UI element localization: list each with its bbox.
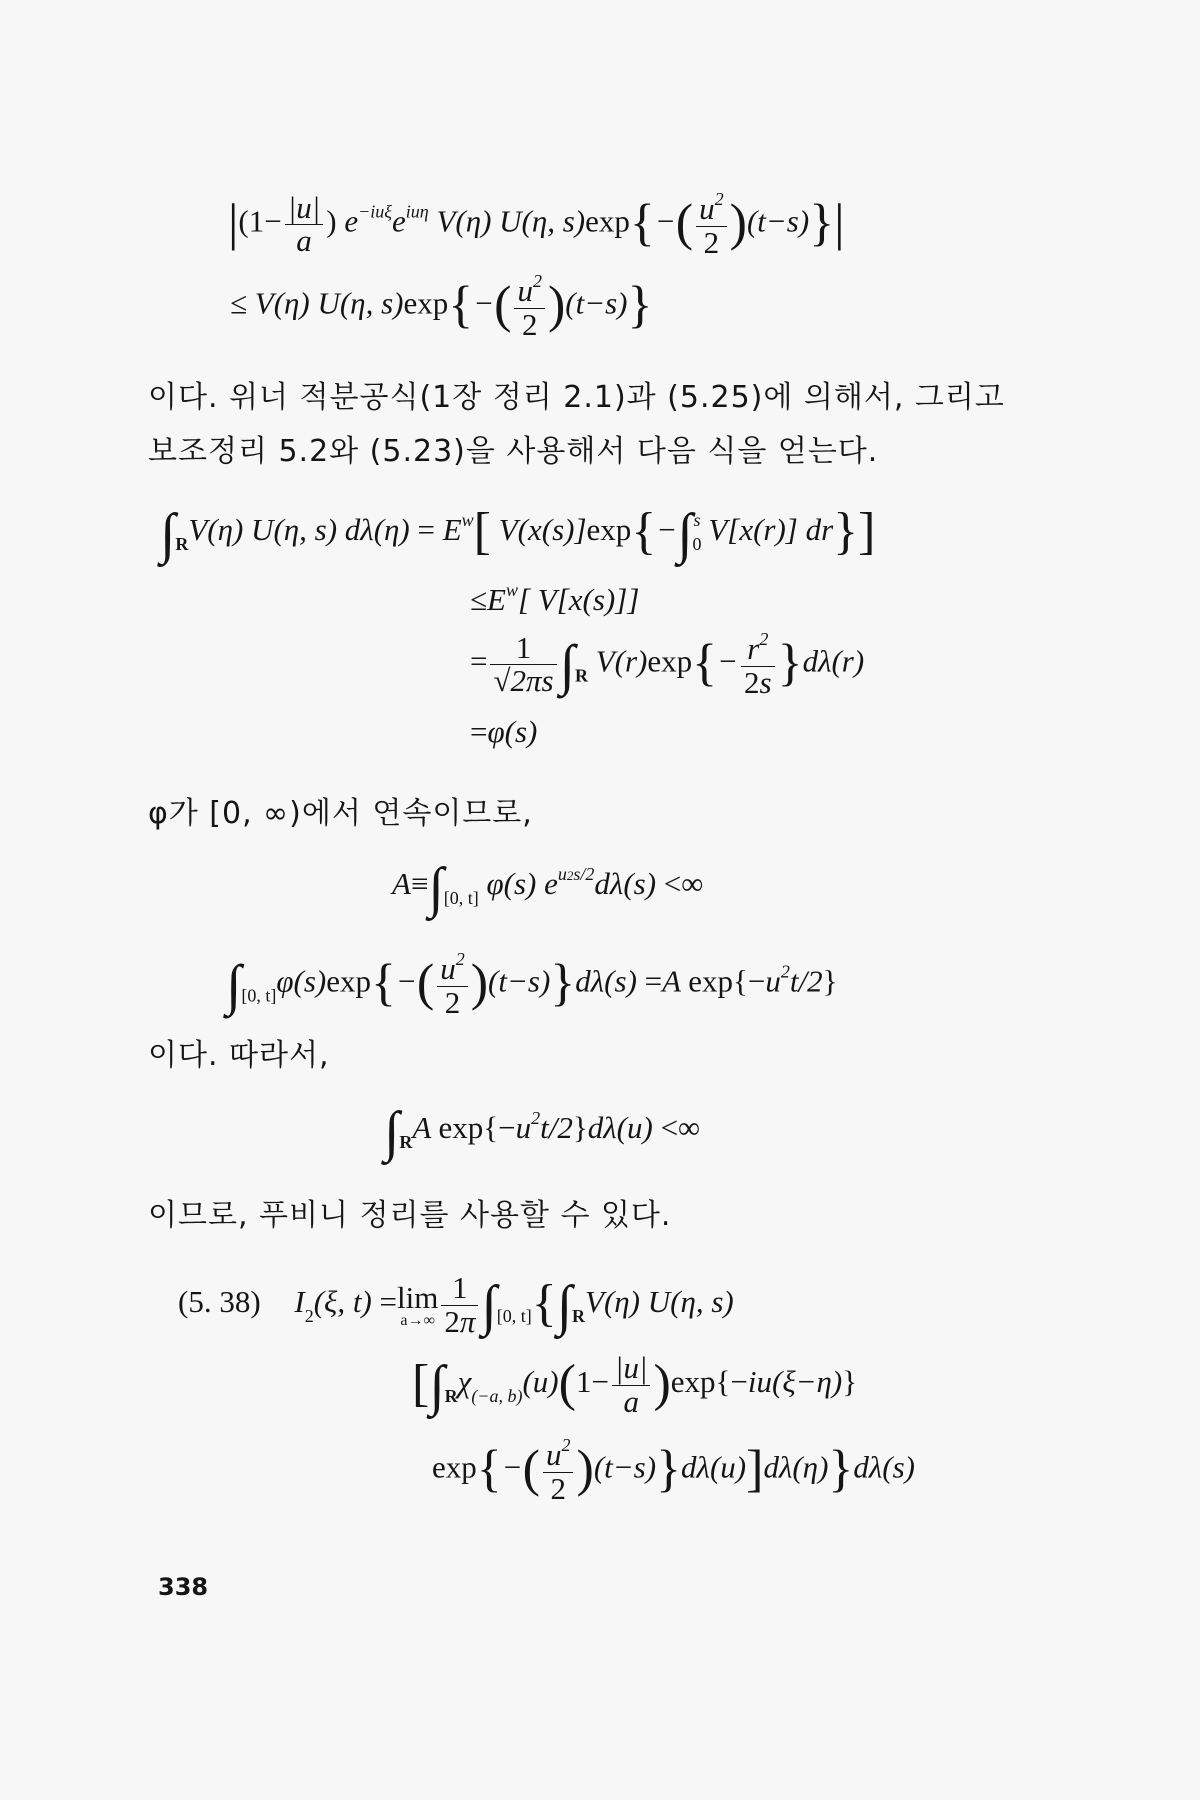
paragraph-line-3: φ가 [0, ∞)에서 연속이므로, [148,796,533,831]
equation-a-definition: $A\equiv\int_{[0, t]}$ φ(s) $e^{u2s/2}d\lambda(s)$ <∞ [392,857,704,919]
equation-5-38-line2: [$\int_R\chi_{(-a, b)}(u)(1-$ $\frac{|u|}{a}$ )exp{−iu(ξ−η)} [412,1350,858,1419]
paragraph-line-1: 이다. 위너 적분공식(1장 정리 2.1)과 (5.25)에 의해서, 그리고 [148,380,1005,415]
equation-inequality-line2: ≤ V(η) U(η, s)exp{−( $\frac{u^2}{2}$ )(t−s)} [230,271,653,342]
equation-wiener-line2: $\le E^w$[ V[x(s)]] [470,580,640,617]
equation-finite-integral: $\int_RA$ $\exp\{-u^2t/2\}d\lambda(u)$ <∞ [384,1101,701,1163]
equation-number: (5. 38) [178,1284,261,1320]
equation-wiener-line3: = $\frac{1}{√2\pi s}$ $\int_R$ V(r)exp{− $\frac{r^2}{2s}$ }dλ(r) [470,629,865,700]
equation-5-38-line3: exp{−( $\frac{u^2}{2}$ )(t−s)}dλ(u)]dλ(η)}dλ(s) [432,1435,915,1506]
equation-5-38-line1: (5. 38) $I_2(\xi$, t) = lim a→∞ $\frac{1}{2\pi}$ $\int_{[0, t]}\{\int_RV(\eta)$ U(η, s) [178,1270,734,1339]
page-number: 338 [158,1573,209,1601]
equation-inequality-line1: |(1− $\frac{|u|}{a}$ ) $e^{-iu\xi}e^{iu\eta}$ V(η) U(η, s)exp{−( $\frac{u^2}{2}$ )(t−s)}| [228,189,845,260]
equation-wiener-line1: $\int_RV(\eta)$ U(η, s) $d\lambda(\eta) = E^w$[ $V(x(s)]\exp\{-\int_0^s$ V[x(r)] dr}] [160,503,876,565]
paragraph-line-5: 이므로, 푸비니 정리를 사용할 수 있다. [148,1198,672,1233]
equation-a-integral: $\int_{[0, t]}\varphi(s)\exp\{-$( $\frac{u^2}{2}$ )(t−s)}dλ(s) =A $\exp\{-u^2t/2\}$ [226,949,838,1020]
equation-wiener-line4: =φ(s) [470,714,538,749]
paragraph-line-2: 보조정리 5.2와 (5.23)을 사용해서 다음 식을 얻는다. [148,434,879,469]
paragraph-line-4: 이다. 따라서, [148,1038,330,1073]
